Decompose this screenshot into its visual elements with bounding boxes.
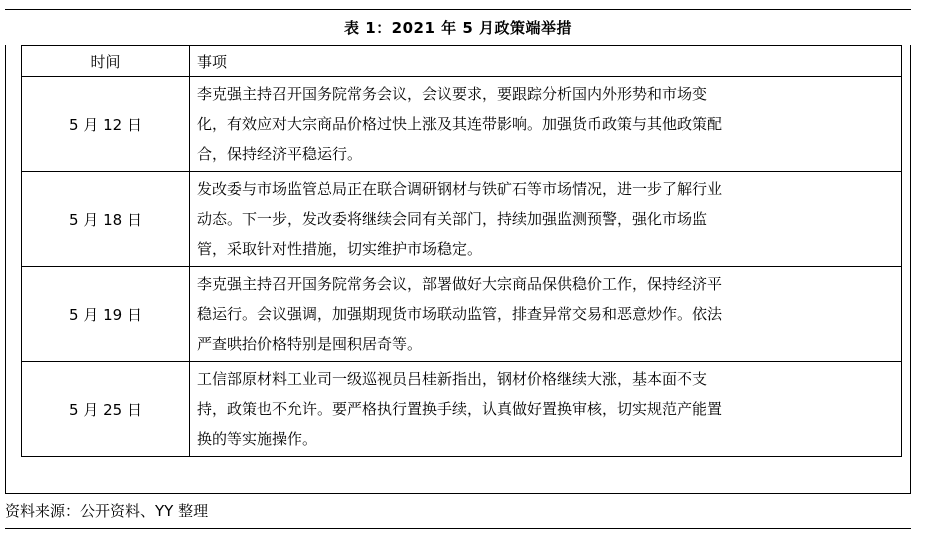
description-line: 持，政策也不允许。要严格执行置换手续，认真做好置换审核，切实规范产能置 bbox=[197, 400, 723, 418]
header-date: 时间 bbox=[22, 46, 190, 77]
table-row bbox=[22, 267, 902, 362]
row-date: 5 月 25 日 bbox=[22, 362, 190, 457]
policy-table bbox=[21, 45, 902, 457]
left-border bbox=[5, 45, 6, 493]
description-line: 发改委与市场监管总局正在联合调研钢材与铁矿石等市场情况，进一步了解行业 bbox=[197, 180, 723, 198]
description-line: 稳运行。会议强调，加强期现货市场联动监管，排查异常交易和恶意炒作。依法 bbox=[197, 305, 723, 323]
table-row bbox=[22, 77, 902, 172]
row-description bbox=[190, 267, 902, 362]
row-date: 5 月 19 日 bbox=[22, 267, 190, 362]
row-date: 5 月 18 日 bbox=[22, 172, 190, 267]
description-line: 化，有效应对大宗商品价格过快上涨及其连带影响。加强货币政策与其他政策配 bbox=[197, 115, 723, 133]
table-header-row bbox=[22, 46, 902, 77]
description-line: 换的等实施操作。 bbox=[197, 430, 318, 448]
right-border bbox=[910, 45, 911, 493]
description-line: 管，采取针对性措施，切实维护市场稳定。 bbox=[197, 240, 483, 258]
description-line: 工信部原材料工业司一级巡视员吕桂新指出，钢材价格继续大涨，基本面不支 bbox=[197, 370, 708, 388]
table-row bbox=[22, 362, 902, 457]
description-line: 李克强主持召开国务院常务会议，部署做好大宗商品保供稳价工作，保持经济平 bbox=[197, 275, 723, 293]
row-description bbox=[190, 172, 902, 267]
table-title: 表 1：2021 年 5 月政策端举措 bbox=[343, 19, 572, 37]
row-date: 5 月 12 日 bbox=[22, 77, 190, 172]
table-bottom-rule bbox=[5, 493, 911, 494]
description-line: 合，保持经济平稳运行。 bbox=[197, 145, 363, 163]
description-line: 动态。下一步，发改委将继续会同有关部门，持续加强监测预警，强化市场监 bbox=[197, 210, 708, 228]
header-item: 事项 bbox=[190, 46, 902, 77]
table-row bbox=[22, 172, 902, 267]
description-line: 李克强主持召开国务院常务会议，会议要求，要跟踪分析国内外形势和市场变 bbox=[197, 85, 708, 103]
row-description bbox=[190, 362, 902, 457]
row-description bbox=[190, 77, 902, 172]
source-note: 资料来源：公开资料、YY 整理 bbox=[5, 502, 209, 520]
description-line: 严查哄抬价格特别是囤积居奇等。 bbox=[197, 335, 423, 353]
footer-rule bbox=[5, 528, 911, 529]
